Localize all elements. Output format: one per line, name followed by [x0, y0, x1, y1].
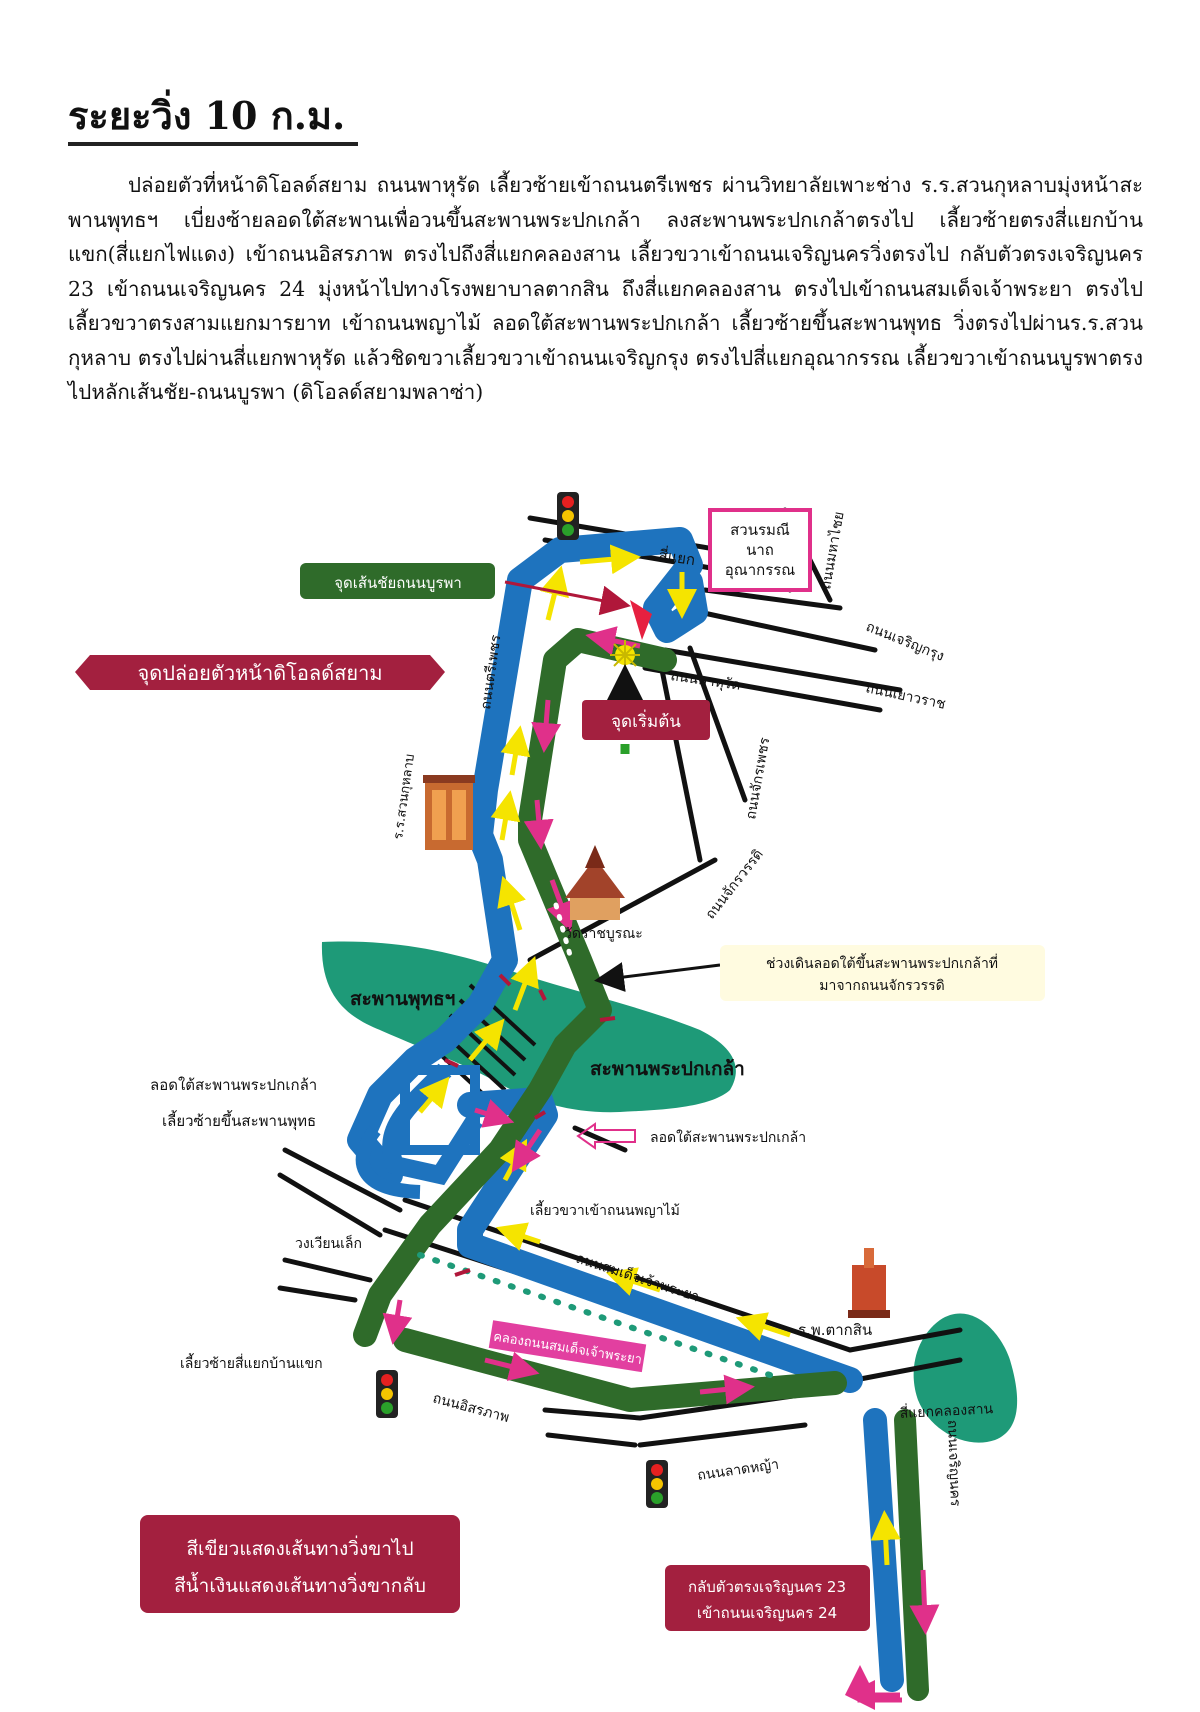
label-chakphet: ถนนจักรเพชร	[743, 736, 774, 821]
underpass-note-line1: ช่วงเดินลอดใต้ขึ้นสะพานพระปกเกล้าที่	[765, 956, 999, 972]
label-charoenkrung: ถนนเจริญกรุง	[863, 618, 947, 665]
label-suankularb: ร.ร.สวนกุหลาบ	[391, 752, 418, 841]
label-itsaraphap: ถนนอิสรภาพ	[430, 1390, 511, 1427]
label-mahachai: ถนนมหาไชย	[818, 510, 848, 591]
route-description: ปล่อยตัวที่หน้าดิโอลด์สยาม ถนนพาหุรัด เลี้ยวซ้ายเข้าถนนตรีเพชร ผ่านวิทยาลัยเพาะช่าง ร.ร.สวนกุหลาบมุ่งหน้าสะพานพุทธฯ เบี่ยงซ้ายลอดใต้สะพานเพื่อวนขึ้นสะพานพระปกเกล้า ลงสะพานพระปกเกล้าตรงไป เลี้ยวซ้ายตรงสี่แยกบ้านแขก(สี่แยกไฟแดง) เข้าถนนอิสรภาพ ตรงไปถึงสี่แยกคลองสาน เลี้ยวขวาเข้าถนนเจริญนครวิ่งตรงไป กลับตัวตรงเจริญนคร 23 เข้าถนนเจริญนคร 24 มุ่งหน้าไปทางโรงพยาบาลตากสิน ถึงสี่แยกคลองสาน ตรงไปเข้าถนนสมเด็จเจ้าพระยา ตรงไปเลี้ยวขวาตรงสามแยกมารยาท เข้าถนนพญาไม้ ลอดใต้สะพานพระปกเกล้า เลี้ยวซ้ายขึ้นสะพานพุทธ วิ่งตรงไปผ่านร.ร.สวนกุหลาบ ตรงไปผ่านสี่แยกพาหุรัด แล้วชิดขวาเลี้ยวขวาเข้าถนนเจริญกรุง ตรงไปสี่แยกอุณากรรณ เลี้ยวขวาเข้าถนนบูรพาตรงไปหลักเส้นชัย-ถนนบูรพา (ดิโอลด์สยามพลาซ่า)	[68, 173, 1143, 404]
label-ban-khaek: เลี้ยวซ้ายสี่แยกบ้านแขก	[180, 1356, 323, 1372]
label-somdet: ถนนสมเด็จเจ้าพระยา	[573, 1250, 702, 1306]
label-khlong-san: สี่แยกคลองสาน	[899, 1401, 994, 1422]
label-intersection: สี่แยก	[657, 546, 697, 570]
label-yaowarat: ถนนเยาวราช	[864, 680, 947, 713]
underpass-note-line2: มาจากถนนจักรวรรดิ	[819, 978, 945, 994]
canal-label: คลองถนนสมเด็จเจ้าพระยา	[492, 1329, 643, 1368]
finish-box-label: จุดเส้นชัยถนนบูรพา	[334, 574, 462, 592]
start-front-label: จุดปล่อยตัวหน้าดิโอลด์สยาม	[137, 661, 383, 685]
label-taksin-hosp: ร.พ.ตากสิน	[798, 1321, 873, 1339]
traffic-light-icon	[376, 1370, 398, 1418]
suankularb-school-icon	[423, 775, 475, 850]
label-lat-ya: ถนนลาดหญ้า	[696, 1456, 780, 1484]
uturn-line1: กลับตัวตรงเจริญนคร 23	[687, 1578, 847, 1596]
legend-line1: สีเขียวแสดงเส้นทางวิ่งขาไป	[186, 1538, 414, 1560]
temple-icon	[565, 845, 625, 920]
uturn-line2: เข้าถนนเจริญนคร 24	[696, 1604, 838, 1622]
traffic-light-icon	[646, 1460, 668, 1508]
label-wongwian: วงเวียนเล็ก	[295, 1236, 362, 1252]
label-chakkrawat: ถนนจักรวรรดิ	[702, 846, 767, 923]
label-pahurat: ถนนพาหุรัด	[669, 668, 742, 694]
legend-line2: สีน้ำเงินแสดงเส้นทางวิ่งขากลับ	[174, 1575, 426, 1597]
label-wat: วัดราชบูรณะ	[564, 926, 643, 942]
label-triphet: ถนนตรีเพชร	[478, 633, 505, 711]
label-phut-bridge: สะพานพุทธฯ	[350, 988, 456, 1010]
park-label-2: นาถ	[746, 541, 774, 559]
label-under-left-1: ลอดใต้สะพานพระปกเกล้า	[150, 1076, 318, 1094]
start-marker-icon	[610, 640, 640, 670]
label-under-left-2: เลี้ยวซ้ายขึ้นสะพานพุทธ	[162, 1112, 317, 1130]
label-pokklao-bridge: สะพานพระปกเกล้า	[590, 1058, 745, 1080]
legend-box	[140, 1515, 460, 1613]
page-title: ระยะวิ่ง 10 ก.ม.	[68, 93, 346, 138]
traffic-light-icon	[557, 492, 579, 540]
label-phraya-mai: เลี้ยวขวาเข้าถนนพญาไม้	[530, 1203, 680, 1219]
label-under-right: ลอดใต้สะพานพระปกเกล้า	[650, 1130, 807, 1146]
park-label-3: อุณากรรณ	[724, 561, 796, 579]
start-point-label: จุดเริ่มต้น	[611, 712, 681, 732]
hospital-icon	[848, 1248, 890, 1318]
label-charoen-nakhon: ถนนเจริญนคร	[944, 1419, 964, 1507]
underpass-loop	[391, 1070, 475, 1175]
underpass-note-pointer	[600, 965, 720, 980]
park-label-1: สวนรมณี	[730, 521, 790, 539]
